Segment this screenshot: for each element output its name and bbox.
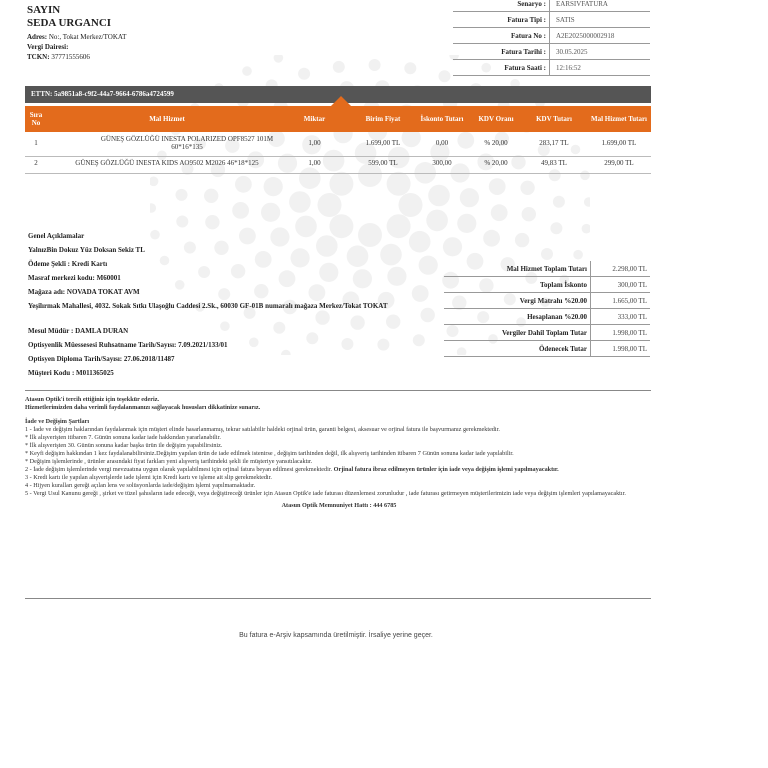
header-notch <box>331 96 351 106</box>
terms-heading: İade ve Değişim Şartları <box>25 418 90 425</box>
meta-row <box>453 44 650 60</box>
payment-method: Ödeme Şekli : Kredi Kartı <box>28 260 108 268</box>
totals-value: 333,00 TL <box>591 309 651 325</box>
terms-emphasis: Orjinal fatura ibraz edilmeyen ürünler için iade veya değişim işlemi yapılmayacaktır. <box>333 466 559 473</box>
totals-table <box>444 261 650 357</box>
col-vat-rate: KDV Oranı <box>478 115 514 123</box>
invoice-meta-table <box>453 0 650 76</box>
totals-label: Toplam İskonto <box>444 277 591 293</box>
diploma: Optisyen Diploma Tarih/Sayısı: 27.06.2018/11487 <box>28 355 175 363</box>
meta-label: Senaryo : <box>453 0 550 12</box>
footer-note: Bu fatura e-Arşiv kapsamında üretilmiştir. İrsaliye yerine geçer. <box>239 632 433 639</box>
meta-row <box>453 12 650 28</box>
row-vat-rate: % 20,00 <box>484 139 508 147</box>
totals-label: Vergi Matrahı %20.00 <box>444 293 591 309</box>
terms-text: 2 - İade değişim işlemlerinde vergi mevzuatına uygun olarak yapılabilmesi için orjinal fatura beyan edilmesi gerekmektedir. <box>25 466 333 473</box>
thanks-line: Atasun Optik'i tercih ettiğiniz için teşekkür ederiz. <box>25 396 159 403</box>
terms-line: 5 - Vergi Usul Kanunu gereği , şirket ve tüzel şahısların iade edeceği, veya değiştireceği ürünler için Atasun Optik'e iade faturası düzenlemesi zorunludur , iade faturası getirmeyen müşterilerimizin iade veya değişim işlemleri yapılamayacaktır. <box>25 490 626 497</box>
item-line: 60*16*135 <box>171 143 203 151</box>
meta-value: A2E2025000002918 <box>550 28 651 44</box>
row-discount: 300,00 <box>432 159 452 167</box>
meta-value: 30.05.2025 <box>550 44 651 60</box>
col-amount: Mal Hizmet Tutarı <box>591 115 647 123</box>
general-title: Genel Açıklamalar <box>28 232 85 240</box>
meta-label: Fatura Tarihi : <box>453 44 550 60</box>
meta-row <box>453 60 650 76</box>
totals-label: Hesaplanan %20.00 <box>444 309 591 325</box>
totals-value: 1.998,00 TL <box>591 325 651 341</box>
row-vat: 283,17 TL <box>539 139 569 147</box>
row-vat-rate: % 20,00 <box>484 159 508 167</box>
row-divider <box>25 156 651 157</box>
table-row <box>25 159 651 171</box>
row-item: GÜNEŞ GÖZLÜĞÜ INESTA KIDS AO9502 M2026 46*18*125 <box>75 159 259 167</box>
col-no: Sıra No <box>29 111 43 127</box>
row-unit-price: 599,00 TL <box>368 159 398 167</box>
row-qty: 1,00 <box>308 159 321 167</box>
buyer-name: SEDA URGANCI <box>27 17 112 29</box>
meta-row <box>453 28 650 44</box>
row-no: 2 <box>34 159 38 167</box>
tax-office-label: Vergi Dairesi: <box>27 43 69 51</box>
terms-line: * Keyfi değişim hakkından 1 kez faydalanabilirsiniz.Değişim yapılan ürün de iade edilmek istenirse , değişim tarihinden değil, ilk alışveriş tarihinden itibaren 7 Günün sonuna kadar iade yapılabilir. <box>25 450 514 457</box>
row-discount: 0,00 <box>435 139 449 147</box>
hotline: Atasun Optik Memnuniyet Hattı : 444 6785 <box>281 502 397 509</box>
row-qty: 1,00 <box>308 139 321 147</box>
table-row <box>25 135 651 155</box>
meta-value: SATIS <box>550 12 651 28</box>
terms-line: * İlk alışverişten itibaren 7. Günün sonuna kadar iade hakkından yararlanabilir. <box>25 434 221 441</box>
terms-line: * Değişim işlemlerinde , ürünler arasındaki fiyat farkları yeni alışveriş tarihindeki şekli ile müşteriye yansıtılacaktır. <box>25 458 313 465</box>
cost-center: Masraf merkezi kodu: M60001 <box>28 274 121 282</box>
row-divider <box>25 173 651 174</box>
totals-row <box>444 309 650 325</box>
license: Optisyenlik Müessesesi Ruhsatname Tarih/Sayısı: 7.09.2021/133/01 <box>28 341 228 349</box>
terms-line <box>25 466 653 474</box>
terms-line: 3 - Kredi kartı ile yapılan alışverişlerde iade işlemi için Kredi kartı ve işleme ait slip gerekmektedir. <box>25 474 272 481</box>
totals-value: 300,00 TL <box>591 277 651 293</box>
col-unit-price: Birim Fiyat <box>365 115 401 123</box>
totals-row <box>444 277 650 293</box>
totals-label: Ödenecek Tutar <box>444 341 591 357</box>
buyer-tckn <box>27 53 90 61</box>
ettn-bar: ETTN: 5a9851a8-c9f2-44a7-9664-6786a4724599 <box>25 86 651 103</box>
meta-label: Fatura Saati : <box>453 60 550 76</box>
terms-line: * İlk alışverişten 30. Günün sonuna kadar başka ürün ile değişim yapabilirsiniz. <box>25 442 223 449</box>
row-unit-price: 1.699,00 TL <box>365 139 401 147</box>
store-name: Mağaza adı: NOVADA TOKAT AVM <box>28 288 140 296</box>
manager: Mesul Müdür : DAMLA DURAN <box>28 327 129 335</box>
meta-value: 12:16:52 <box>550 60 651 76</box>
row-amount: 299,00 TL <box>604 159 634 167</box>
col-item: Mal Hizmet <box>149 115 185 123</box>
totals-row <box>444 325 650 341</box>
meta-row <box>453 0 650 12</box>
row-no: 1 <box>34 139 38 147</box>
totals-row <box>444 341 650 357</box>
col-discount: İskonto Tutarı <box>420 115 464 123</box>
amount-words: YalnızBin Dokuz Yüz Doksan Sekiz TL <box>28 246 145 254</box>
store-address: Yeşilırmak Mahallesi, 4032. Sokak Sıtkı Ulaşoğlu Caddesi 2.Sk., 60030 GF-01B numaralı mağaza Merkez/Tokat TOKAT <box>28 302 388 310</box>
meta-value: EARSIVFATURA <box>550 0 651 12</box>
tckn-value: 37771555606 <box>51 53 90 61</box>
totals-label: Vergiler Dahil Toplam Tutar <box>444 325 591 341</box>
buyer-address <box>27 33 126 41</box>
customer-code: Müşteri Kodu : M011365025 <box>28 369 114 377</box>
totals-value: 1.998,00 TL <box>591 341 651 357</box>
totals-label: Mal Hizmet Toplam Tutarı <box>444 261 591 277</box>
totals-value: 1.665,00 TL <box>591 293 651 309</box>
address-value: No:, Tokat Merkez/TOKAT <box>48 33 127 41</box>
col-qty: Miktar <box>303 115 326 123</box>
address-label: Adres: <box>27 33 48 41</box>
terms-section <box>25 396 653 510</box>
row-vat: 49,83 TL <box>541 159 567 167</box>
terms-line: 4 - Hijyen kuralları gereği açılan lens ve solüsyonlarda iade/değişim işlemi yapılmamaktadır. <box>25 482 256 489</box>
row-amount: 1.699,00 TL <box>601 139 637 147</box>
terms-line: 1 - İade ve değişim haklarından faydalanmak için müşteri elinde hasarlanmamış, tekrar satılabilir haldeki orjinal ürün, garanti belgesi, aksesuar ve orjinal fatura ile başvurmanız gerekmektedir. <box>25 426 500 433</box>
meta-label: Fatura Tipi : <box>453 12 550 28</box>
totals-value: 2.298,00 TL <box>591 261 651 277</box>
tckn-label: TCKN: <box>27 53 50 61</box>
totals-row <box>444 261 650 277</box>
section-divider <box>25 390 651 391</box>
items-table-header <box>25 106 651 132</box>
item-line: GÜNEŞ GÖZLÜĞÜ INESTA POLARIZED OPF8527 101M <box>100 135 274 143</box>
thanks-line: Hizmetlerimizden daha verimli faydalanmanızı sağlayacak hususları dikkatinize sunarız. <box>25 404 261 411</box>
buyer-salutation: SAYIN <box>27 4 61 16</box>
totals-row <box>444 293 650 309</box>
col-vat: KDV Tutarı <box>536 115 572 123</box>
row-item <box>47 135 327 151</box>
section-divider <box>25 598 651 599</box>
meta-label: Fatura No : <box>453 28 550 44</box>
